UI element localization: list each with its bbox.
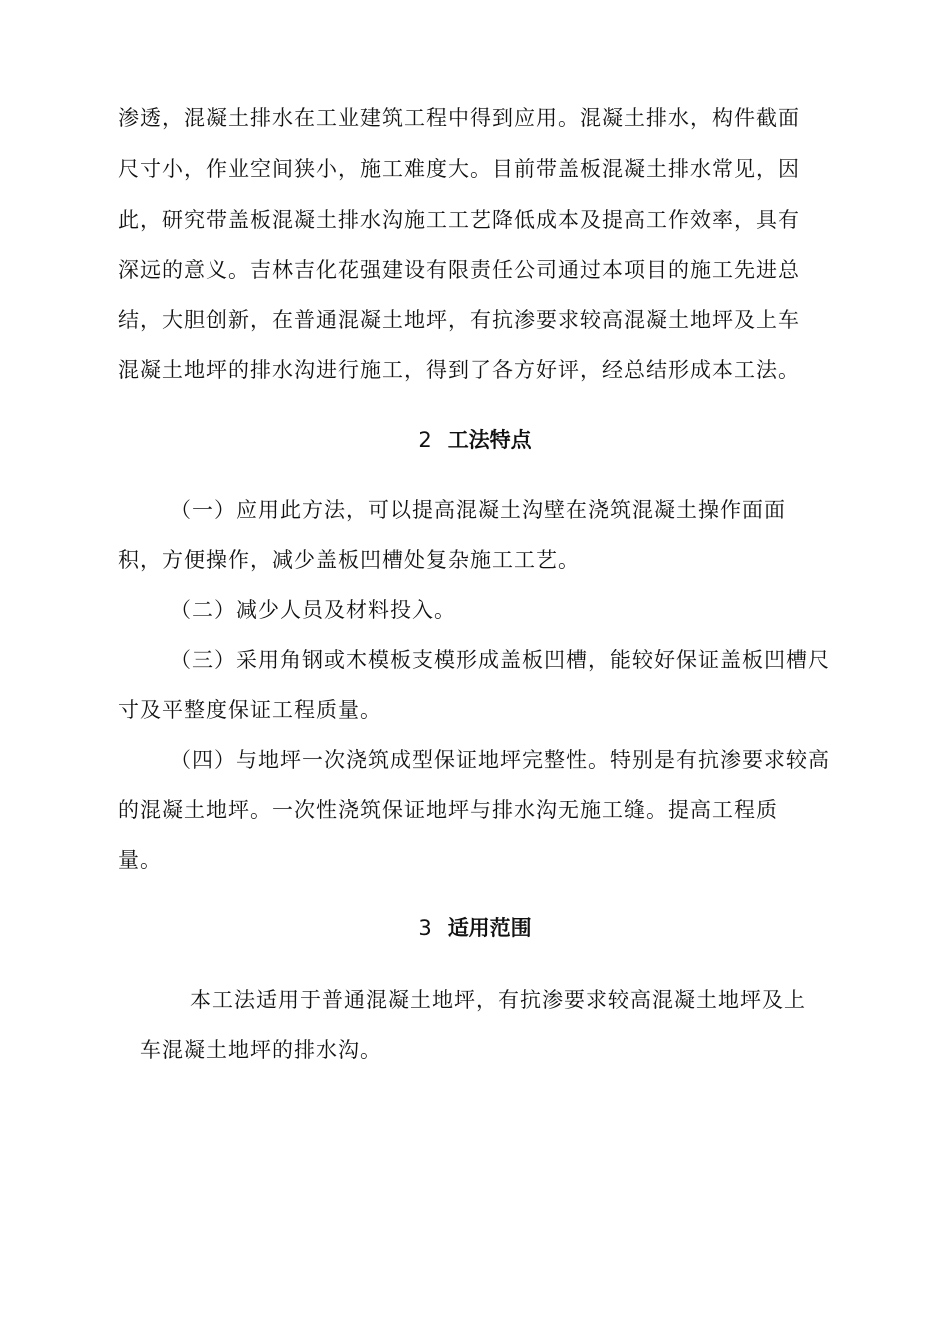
intro-line: 渗透，混凝土排水在工业建筑工程中得到应用。混凝土排水，构件截面 xyxy=(118,106,800,130)
section-title: 工法特点 xyxy=(447,428,532,452)
feature-item: （三）采用角钢或木模板支模形成盖板凹槽，能较好保证盖板凹槽尺 xyxy=(170,648,830,672)
section-2-heading xyxy=(0,425,950,455)
intro-line: 混凝土地坪的排水沟进行施工，得到了各方好评，经总结形成本工法。 xyxy=(118,358,800,382)
section-title: 适用范围 xyxy=(447,916,532,940)
intro-line: 深远的意义。吉林吉化花强建设有限责任公司通过本项目的施工先进总 xyxy=(118,258,800,282)
section-number: 2 xyxy=(418,428,432,452)
feature-item: （二）减少人员及材料投入。 xyxy=(170,598,456,622)
intro-line: 结，大胆创新，在普通混凝土地坪，有抗渗要求较高混凝土地坪及上车 xyxy=(118,308,800,332)
section-3-heading xyxy=(0,913,950,943)
feature-item-cont: 积，方便操作，减少盖板凹槽处复杂施工工艺。 xyxy=(118,548,580,572)
intro-line: 此，研究带盖板混凝土排水沟施工工艺降低成本及提高工作效率，具有 xyxy=(118,208,800,232)
section-number: 3 xyxy=(418,916,432,940)
feature-item: （一）应用此方法，可以提高混凝土沟壁在浇筑混凝土操作面面 xyxy=(170,498,786,522)
feature-item-cont: 量。 xyxy=(118,848,162,872)
intro-line: 尺寸小，作业空间狭小，施工难度大。目前带盖板混凝土排水常见，因 xyxy=(118,157,800,181)
feature-item-cont: 寸及平整度保证工程质量。 xyxy=(118,698,382,722)
scope-line: 车混凝土地坪的排水沟。 xyxy=(140,1038,382,1062)
scope-line: 本工法适用于普通混凝土地坪，有抗渗要求较高混凝土地坪及上 xyxy=(190,988,806,1012)
feature-item: （四）与地坪一次浇筑成型保证地坪完整性。特别是有抗渗要求较高 xyxy=(170,748,830,772)
feature-item-cont: 的混凝土地坪。一次性浇筑保证地坪与排水沟无施工缝。提高工程质 xyxy=(118,798,778,822)
